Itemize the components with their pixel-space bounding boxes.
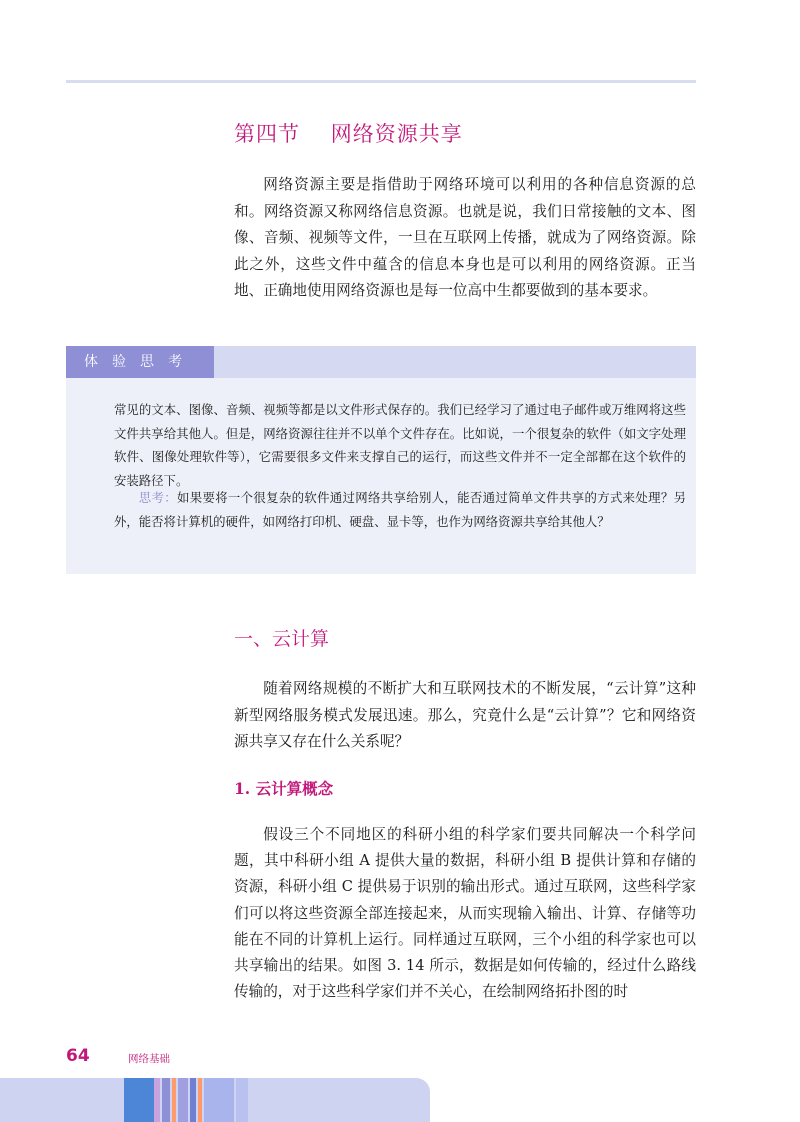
experience-box — [66, 346, 696, 574]
cloud-title: 一、云计算 — [234, 628, 330, 650]
footer-decoration — [0, 1078, 430, 1122]
footer-stripe — [236, 1078, 248, 1122]
experience-header: 体验思考 — [66, 346, 214, 378]
footer-book-title: 网络基础 — [128, 1053, 170, 1065]
experience-body: 常见的文本、图像、音频、视频等都是以文件形式保存的。我们已经学习了通过电子邮件或万维网将这些文件共享给其他人。但是，网络资源往往并不以单个文件存在。比如说，一个很复杂的软件（如文字处理软件、图像处理软件等），它需要很多文件来支撑自己的运行，而这些文件并不一定全部都在这个软件的安装路径下。 — [114, 402, 686, 488]
concept-paragraph: 假设三个不同地区的科研小组的科学家们要共同解决一个科学问题，其中科研小组 A 提供大量的数据，科研小组 B 提供计算和存储的资源，科研小组 C 提供易于识别的输出形式。通过互联网，这些科学家们可以将这些资源全部连接起来，从而实现输入输出、计算、存储等功能在不同的计算机上运行。同样通过互联网，三个小组的科学家也可以共享输出的结果。如图 3. 14 所示，数据是如何传输的，经过什么路线传输的，对于这些科学家们并不关心，在绘制网络拓扑图的时 — [234, 826, 696, 1001]
footer-stripe — [204, 1078, 234, 1122]
top-rule — [66, 80, 696, 83]
cloud-intro-paragraph: 随着网络规模的不断扩大和互联网技术的不断发展，“云计算”这种新型网络服务模式发展迅速。那么，究竟什么是“云计算”？它和网络资源共享又存在什么关系呢？ — [234, 680, 696, 750]
footer-stripe — [198, 1078, 202, 1122]
footer-stripe — [124, 1078, 154, 1122]
footer-stripe — [190, 1078, 196, 1122]
experience-think — [114, 486, 686, 533]
footer-stripe — [154, 1078, 160, 1122]
think-text: 如果要将一个很复杂的软件通过网络共享给别人，能否通过简单文件共享的方式来处理？另外，能否将计算机的硬件，如网络打印机、硬盘、显卡等，也作为网络资源共享给其他人？ — [114, 490, 687, 529]
section-title: 第四节 网络资源共享 — [234, 122, 463, 146]
page-number: 64 — [66, 1046, 90, 1066]
concept-title: 1. 云计算概念 — [234, 779, 334, 798]
footer-stripe — [178, 1078, 188, 1122]
intro-paragraph: 网络资源主要是指借助于网络环境可以利用的各种信息资源的总和。网络资源又称网络信息资源。也就是说，我们日常接触的文本、图像、音频、视频等文件，一旦在互联网上传播，就成为了网络资源。除此之外，这些文件中蕴含的信息本身也是可以利用的网络资源。正当地、正确地使用网络资源也是每一位高中生都要做到的基本要求。 — [234, 176, 696, 299]
footer-stripe — [162, 1078, 170, 1122]
think-label: 思考： — [138, 490, 177, 505]
footer-stripe — [172, 1078, 176, 1122]
